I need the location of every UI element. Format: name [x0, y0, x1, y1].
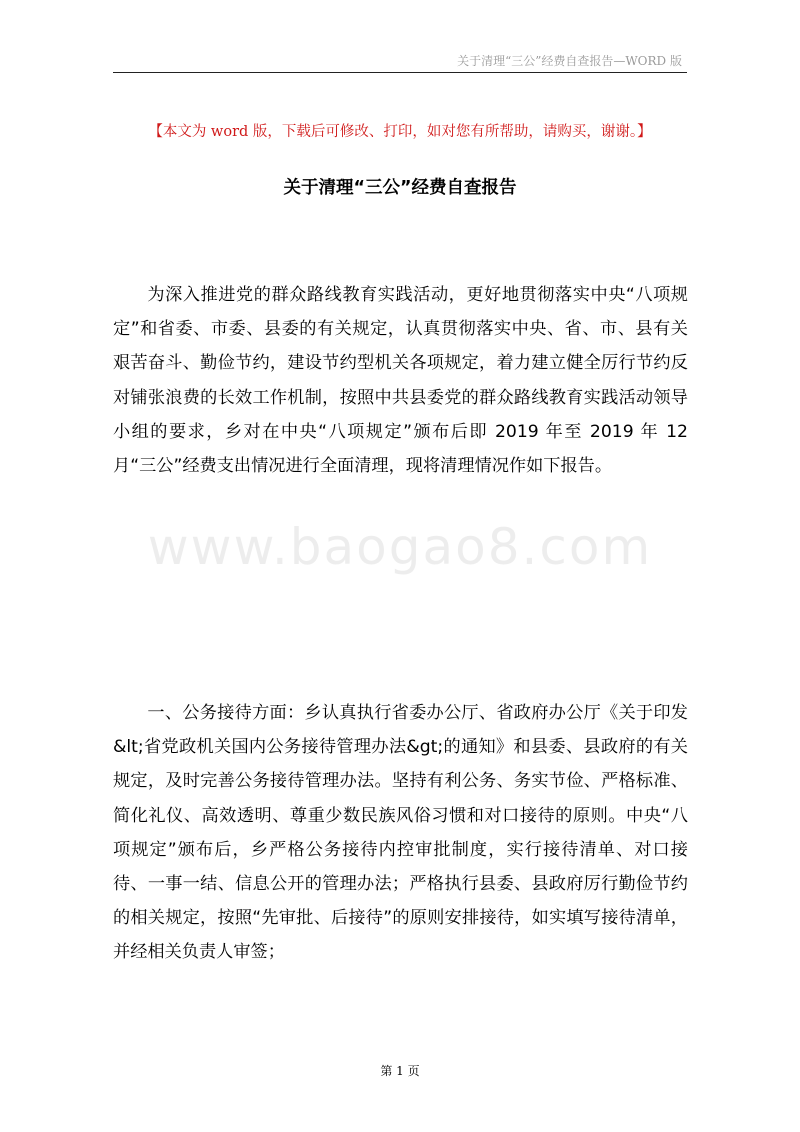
page-number: 第 1 页 — [380, 1064, 420, 1078]
purchase-notice: 【本文为 word 版，下载后可修改、打印，如对您有所帮助，请购买，谢谢。】 — [148, 124, 652, 140]
document-title: 关于清理“三公”经费自查报告 — [283, 178, 517, 198]
header-divider — [113, 72, 687, 73]
paragraph-intro: 为深入推进党的群众路线教育实践活动，更好地贯彻落实中央“八项规定”和省委、市委、县委的有关规定，认真贯彻落实中央、省、市、县有关艰苦奋斗、勤俭节约，建设节约型机关各项规定，着力建立健全厉行节约反对铺张浪费的长效工作机制，按照中共县委党的群众路线教育实践活动领导小组的要求，乡对在中央“八项规定”颁布后即 2019 年至 2019 年 12 月“三公”经费支出情况进行全面清理，现将清理情况作如下报告。 — [113, 285, 688, 477]
running-header: 关于清理“三公”经费自查报告—WORD 版 — [457, 54, 682, 68]
watermark: www.baogao8.com — [147, 518, 653, 576]
paragraph-reception: 一、公务接待方面：乡认真执行省委办公厅、省政府办公厅《关于印发&lt;省党政机关国内公务接待管理办法&gt;的通知》和县委、县政府的有关规定，及时完善公务接待管理办法。坚持有利公务、务实节俭、严格标准、简化礼仪、高效透明、尊重少数民族风俗习惯和对口接待的原则。中央“八项规定”颁布后，乡严格公务接待内控审批制度，实行接待清单、对口接待、一事一结、信息公开的管理办法；严格执行县委、县政府厉行勤俭节约的相关规定，按照“先审批、后接待”的原则安排接待，如实填写接待清单，并经相关负责人审签； — [113, 703, 688, 963]
